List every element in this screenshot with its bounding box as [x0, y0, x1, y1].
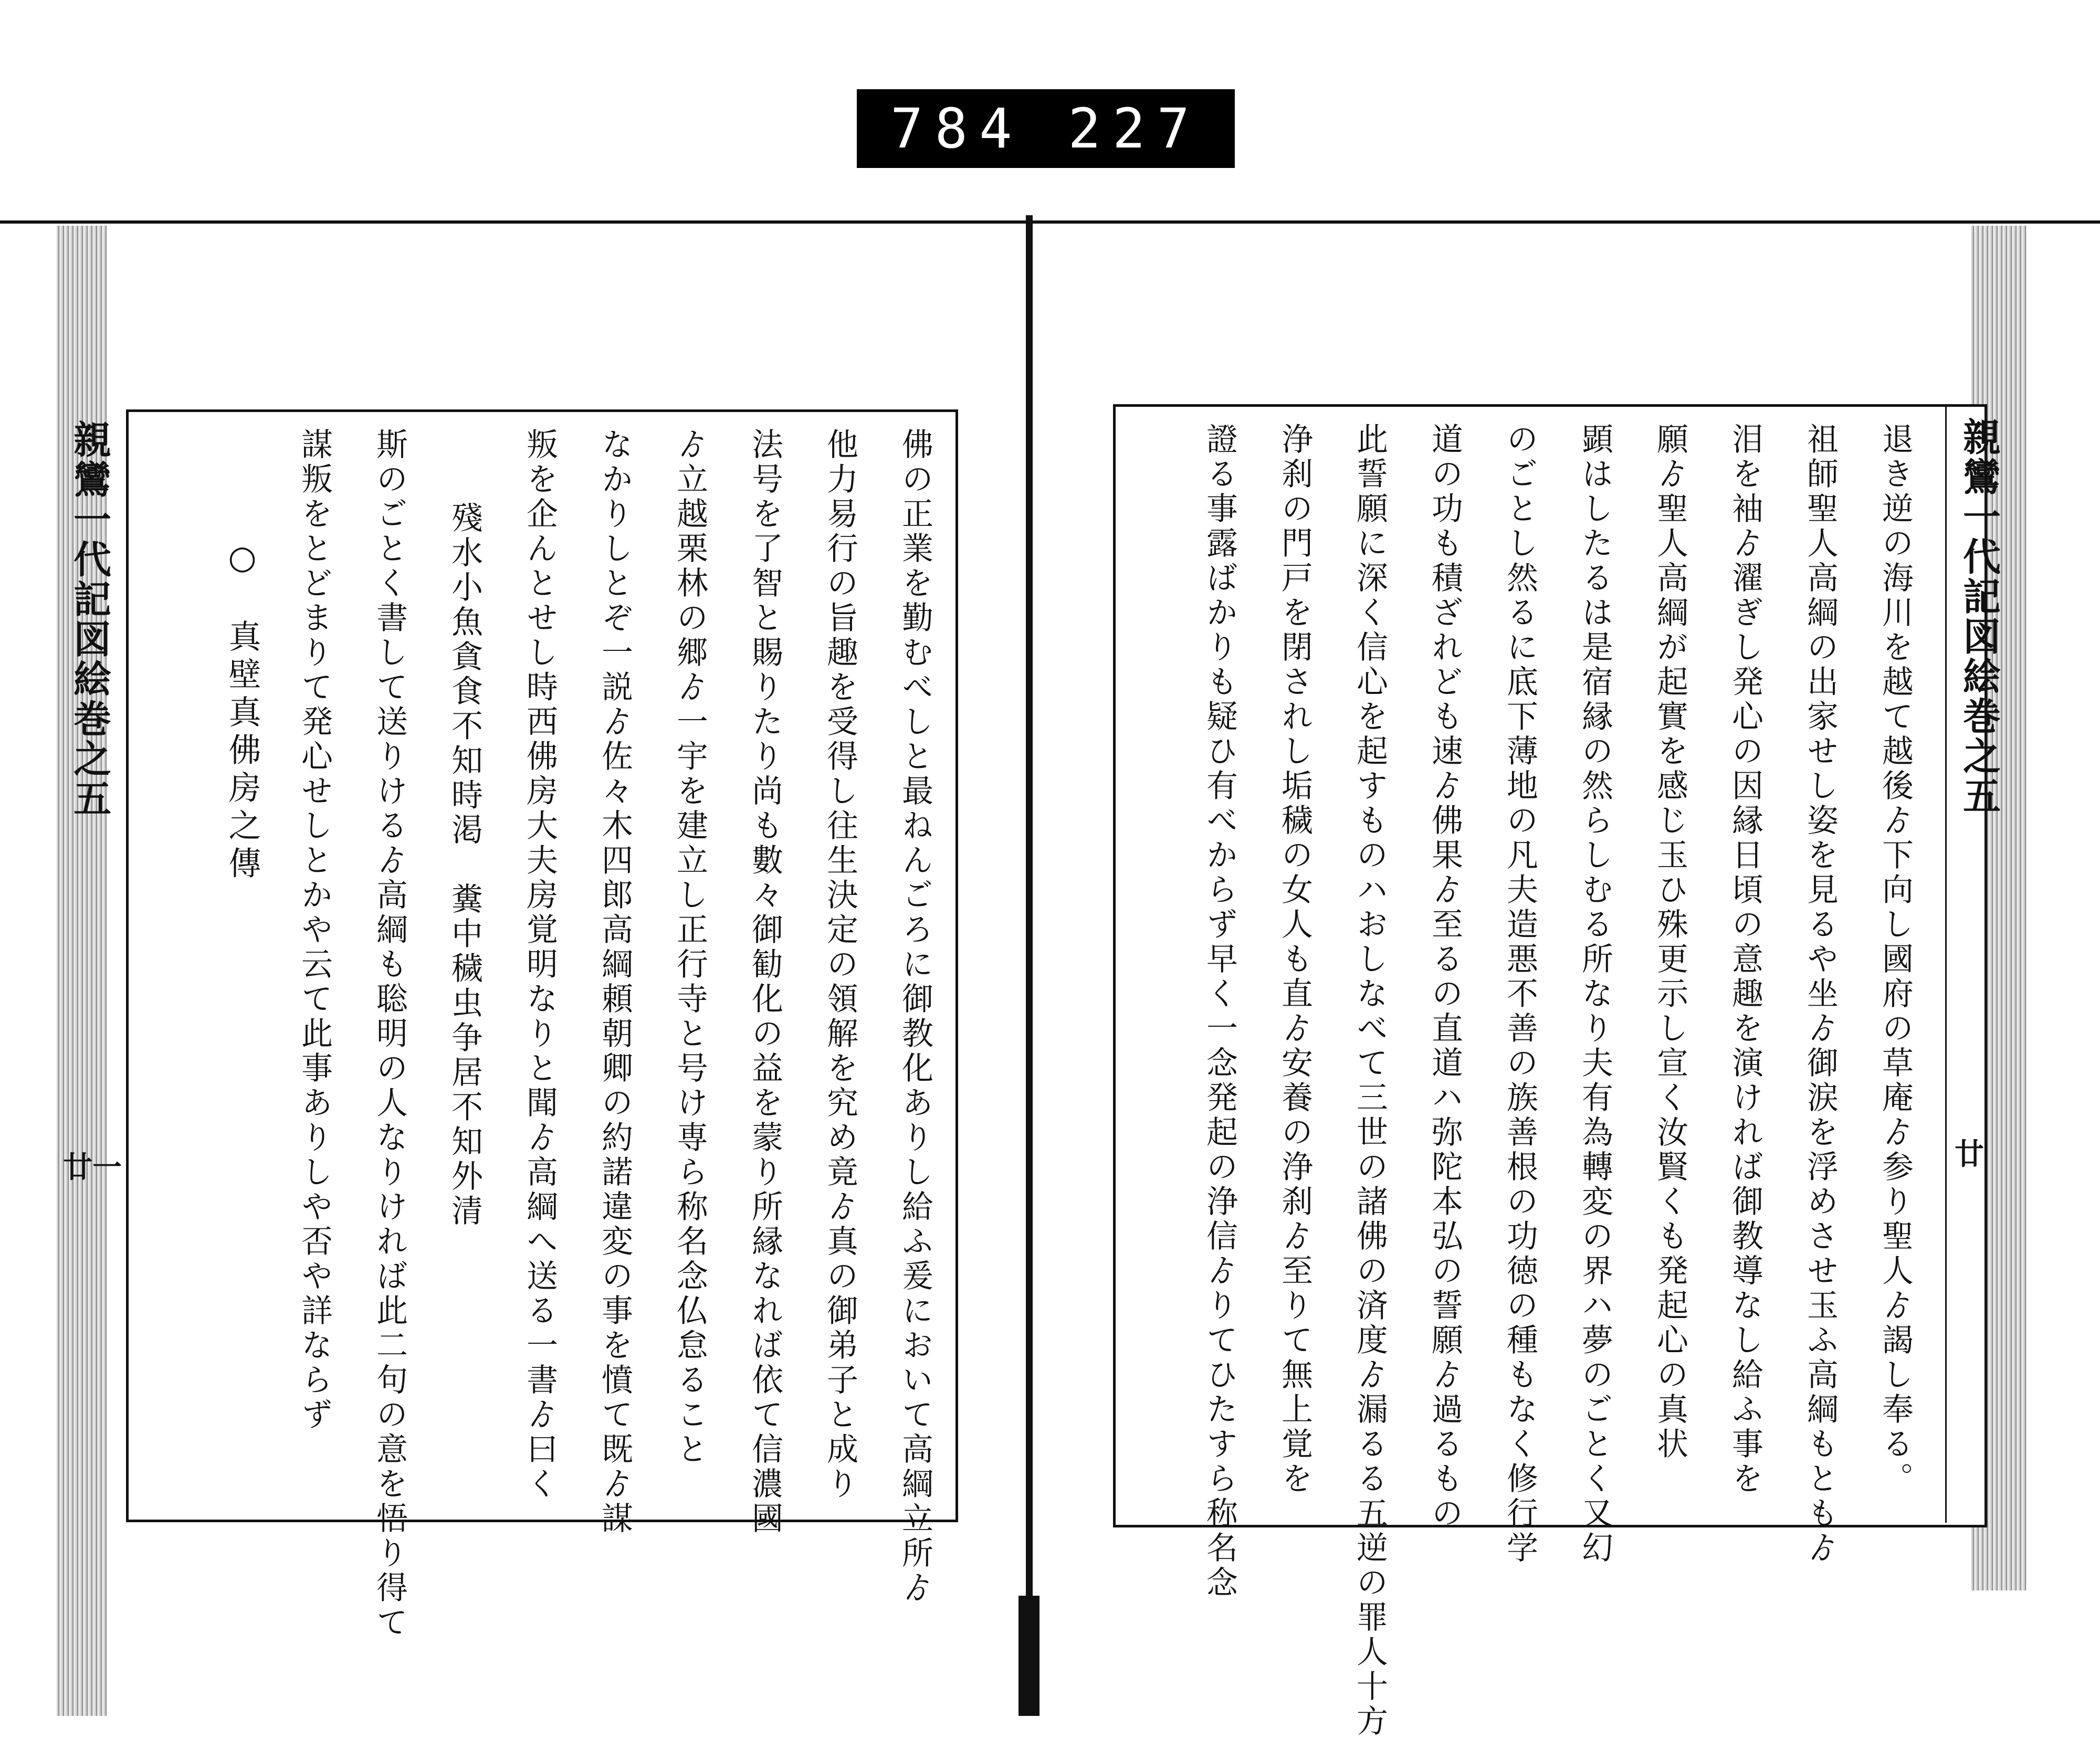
- left-folio-number: 廿一: [63, 1150, 122, 1185]
- right-text-column: 此誓願に深く信心を起すものハおしなべて三世の諸佛の済度ゟ漏るる五逆の罪人十方: [1351, 423, 1388, 1739]
- left-text-column: なかりしとぞ一説ゟ佐々木四郎高綱頼朝卿の約諾違変の事を憤て既ゟ謀: [596, 428, 633, 1536]
- left-text-column: 叛を企んとせし時西佛房大夫房覚明なりと聞ゟ高綱へ送る一書ゟ曰く: [521, 428, 558, 1502]
- right-text-column: 道の功も積ざれども速ゟ佛果ゟ至るの直道ハ弥陀本弘の誓願ゟ過るもの: [1426, 423, 1463, 1531]
- right-text-column: のごとし然るに底下薄地の凡夫造悪不善の族善根の功徳の種もなく修行学: [1502, 423, 1538, 1566]
- right-page: [1113, 404, 2001, 1739]
- left-text-column: 斯のごとく書して送りけるゟ高綱も聡明の人なりければ此二句の意を悟り得て: [371, 428, 408, 1640]
- right-text-column: 顕はしたるは是宿縁の然らしむる所なり夫有為轉変の界ハ夢のごとく又幻: [1577, 423, 1613, 1566]
- right-text-column: 浄刹の門戸を閉されし垢穢の女人も直ゟ安養の浄刹ゟ至りて無上覚を: [1276, 423, 1313, 1496]
- fold-line: [0, 220, 2100, 224]
- left-text-column: ゟ立越栗林の郷ゟ一宇を建立し正行寺と号け専ら称名念仏怠ること: [671, 428, 708, 1467]
- left-text-column: 法号を了智と賜りたり尚も數々御勧化の益を蒙り所縁なれば依て信濃國: [747, 428, 783, 1536]
- left-text-column: 他力易行の旨趣を受得し往生決定の領解を究め竟ゟ真の御弟子と成り: [822, 428, 858, 1502]
- left-text-column: 佛の正業を勤むべしと最ねんごろに御教化ありし給ふ爰において高綱立所ゟ: [897, 428, 933, 1606]
- catalog-number-label: 784 227: [857, 89, 1235, 168]
- book-spine: [1026, 215, 1033, 1716]
- left-text-column: 謀叛をとどまりて発心せしとかや云て此事ありしや否や詳ならず: [296, 428, 333, 1432]
- right-folio-number: 廿: [1955, 1137, 1984, 1172]
- right-text-column: 祖師聖人高綱の出家せし姿を見るや坐ゟ御涙を浮めさせ玉ふ高綱もともゟ: [1802, 423, 1839, 1566]
- section-heading: ○ 真壁真佛房之傳: [223, 538, 261, 884]
- right-text-column: 證る事露ばかりも疑ひ有べからず早く一念発起の浄信ゟりてひたすら称名念: [1201, 423, 1238, 1600]
- left-margin-title: 親鸞一代記図絵巻之五: [67, 420, 112, 819]
- right-text-column: 願ゟ聖人高綱が起實を感じ玉ひ殊更示し宣く汝賢くも発起心の真状: [1652, 423, 1688, 1462]
- left-page: [126, 409, 958, 1640]
- spine-binding-tab: [1018, 1596, 1040, 1716]
- right-text-column: 泪を袖ゟ濯ぎし発心の因縁日頃の意趣を演ければ御教導なし給ふ事を: [1727, 423, 1763, 1496]
- right-margin-title: 親鸞一代記図絵巻之五: [1957, 417, 2001, 816]
- left-text-column: 殘水小魚貪食不知時渇 糞中穢虫争居不知外清: [446, 501, 483, 1229]
- right-text-column: 退き逆の海川を越て越後ゟ下向し國府の草庵ゟ参り聖人ゟ謁し奉る。: [1877, 423, 1914, 1496]
- right-page-gutter-rule: [1945, 407, 1947, 1523]
